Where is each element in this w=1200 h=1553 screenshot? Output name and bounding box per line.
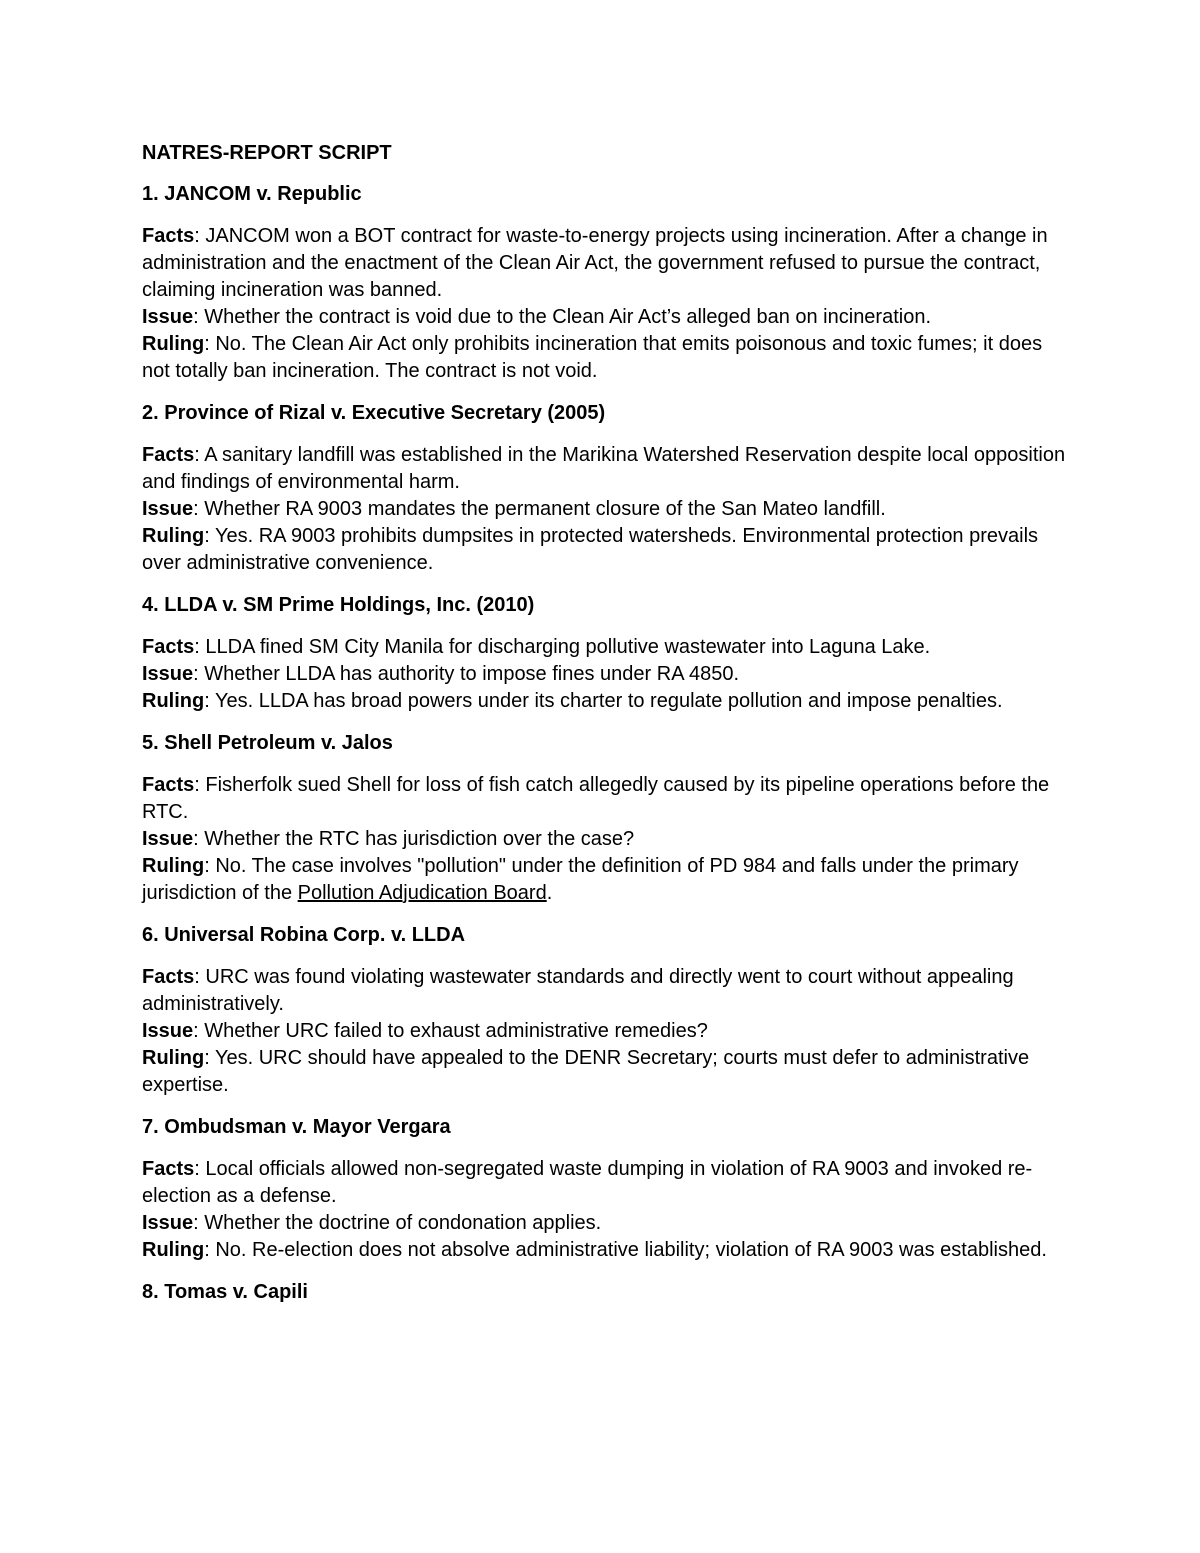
label-separator: : [193,306,205,328]
ruling-label: Ruling [142,525,205,547]
facts-paragraph [142,223,1072,304]
ruling-paragraph [142,1045,1072,1099]
ruling-paragraph [142,1237,1072,1264]
label-separator: : [204,525,215,547]
label-separator: : [204,1047,215,1069]
ruling-text: Yes. LLDA has broad powers under its charter to regulate pollution and impose penalties. [214,690,1003,712]
issue-text: Whether the doctrine of condonation applies. [204,1212,602,1234]
facts-text: LLDA fined SM City Manila for discharging pollutive wastewater into Laguna Lake. [205,636,931,658]
ruling-text: Yes. RA 9003 prohibits dumpsites in protected watersheds. Environmental protection prevails over administrative convenience. [142,525,1039,574]
ruling-text: No. The Clean Air Act only prohibits incineration that emits poisonous and toxic fumes; it does not totally ban incineration. The contract is not void. [142,333,1043,382]
issue-label: Issue [142,1212,194,1234]
ruling-label: Ruling [142,690,205,712]
issue-text: Whether the RTC has jurisdiction over the case? [204,828,635,850]
case-heading: 1. JANCOM v. Republic [142,183,362,205]
issue-label: Issue [142,663,194,685]
ruling-text-end: . [546,882,553,904]
issue-label: Issue [142,828,194,850]
case-heading: 2. Province of Rizal v. Executive Secretary (2005) [142,402,606,424]
issue-text: Whether URC failed to exhaust administrative remedies? [204,1020,708,1042]
label-separator: : [204,855,216,877]
facts-paragraph [142,1156,1072,1210]
label-separator: : [194,774,206,796]
label-separator: : [194,444,205,466]
label-separator: : [193,498,205,520]
document-title: NATRES-REPORT SCRIPT [142,142,392,164]
pollution-adjudication-board-link[interactable]: Pollution Adjudication Board [297,882,547,904]
facts-text: Local officials allowed non-segregated waste dumping in violation of RA 9003 and invoked re-election as a defense. [142,1158,1033,1207]
issue-paragraph [142,661,1072,688]
facts-paragraph [142,964,1072,1018]
issue-text: Whether RA 9003 mandates the permanent closure of the San Mateo landfill. [204,498,886,520]
facts-paragraph [142,772,1072,826]
facts-label: Facts [142,774,195,796]
issue-text: Whether the contract is void due to the Clean Air Act’s alleged ban on incineration. [204,306,932,328]
facts-label: Facts [142,225,195,247]
facts-text: JANCOM won a BOT contract for waste-to-energy projects using incineration. After a change in administration and the enactment of the Clean Air Act, the government refused to pursue the contract, claiming incineration was banned. [142,225,1048,301]
case-heading: 8. Tomas v. Capili [142,1281,308,1303]
label-separator: : [193,663,205,685]
issue-paragraph [142,1018,1072,1045]
issue-label: Issue [142,306,194,328]
issue-paragraph [142,826,1072,853]
ruling-label: Ruling [142,1239,205,1261]
label-separator: : [194,966,206,988]
case-heading: 6. Universal Robina Corp. v. LLDA [142,924,466,946]
ruling-paragraph [142,853,1072,907]
issue-paragraph [142,496,1072,523]
label-separator: : [194,1158,206,1180]
facts-label: Facts [142,1158,195,1180]
ruling-text: No. Re-election does not absolve administrative liability; violation of RA 9003 was established. [215,1239,1047,1261]
facts-text: A sanitary landfill was established in the Marikina Watershed Reservation despite local opposition and findings of environmental harm. [142,444,1066,493]
case-7 [142,1114,1072,1264]
label-separator: : [194,225,206,247]
ruling-label: Ruling [142,855,205,877]
case-6 [142,922,1072,1099]
label-separator: : [193,1212,205,1234]
case-5 [142,730,1072,907]
case-body [142,772,1072,907]
facts-paragraph [142,634,1072,661]
case-1 [142,181,1072,385]
issue-paragraph [142,304,1072,331]
label-separator: : [193,1020,205,1042]
issue-label: Issue [142,498,194,520]
ruling-text: Yes. URC should have appealed to the DENR Secretary; courts must defer to administrative expertise. [142,1047,1030,1096]
facts-label: Facts [142,966,195,988]
issue-text: Whether LLDA has authority to impose fines under RA 4850. [204,663,740,685]
label-separator: : [204,1239,216,1261]
case-heading: 5. Shell Petroleum v. Jalos [142,732,393,754]
case-body [142,442,1072,577]
ruling-label: Ruling [142,333,205,355]
case-body [142,1156,1072,1264]
label-separator: : [194,636,206,658]
facts-text: URC was found violating wastewater standards and directly went to court without appealing administratively. [142,966,1014,1015]
case-body [142,223,1072,385]
issue-paragraph [142,1210,1072,1237]
ruling-paragraph [142,331,1072,385]
case-4 [142,592,1072,715]
facts-paragraph [142,442,1072,496]
ruling-label: Ruling [142,1047,205,1069]
case-body [142,634,1072,715]
facts-label: Facts [142,444,195,466]
label-separator: : [204,690,215,712]
case-heading: 7. Ombudsman v. Mayor Vergara [142,1116,451,1138]
document-content [142,140,1072,1321]
case-heading: 4. LLDA v. SM Prime Holdings, Inc. (2010) [142,594,535,616]
label-separator: : [204,333,216,355]
facts-text: Fisherfolk sued Shell for loss of fish catch allegedly caused by its pipeline operations before the RTC. [142,774,1050,823]
issue-label: Issue [142,1020,194,1042]
ruling-paragraph [142,688,1072,715]
case-2 [142,400,1072,577]
ruling-paragraph [142,523,1072,577]
facts-label: Facts [142,636,195,658]
ruling-text: No. The case involves "pollution" under the definition of PD 984 and falls under the primary jurisdiction of the [142,855,1019,904]
case-8 [142,1279,1072,1306]
label-separator: : [193,828,205,850]
case-body [142,964,1072,1099]
